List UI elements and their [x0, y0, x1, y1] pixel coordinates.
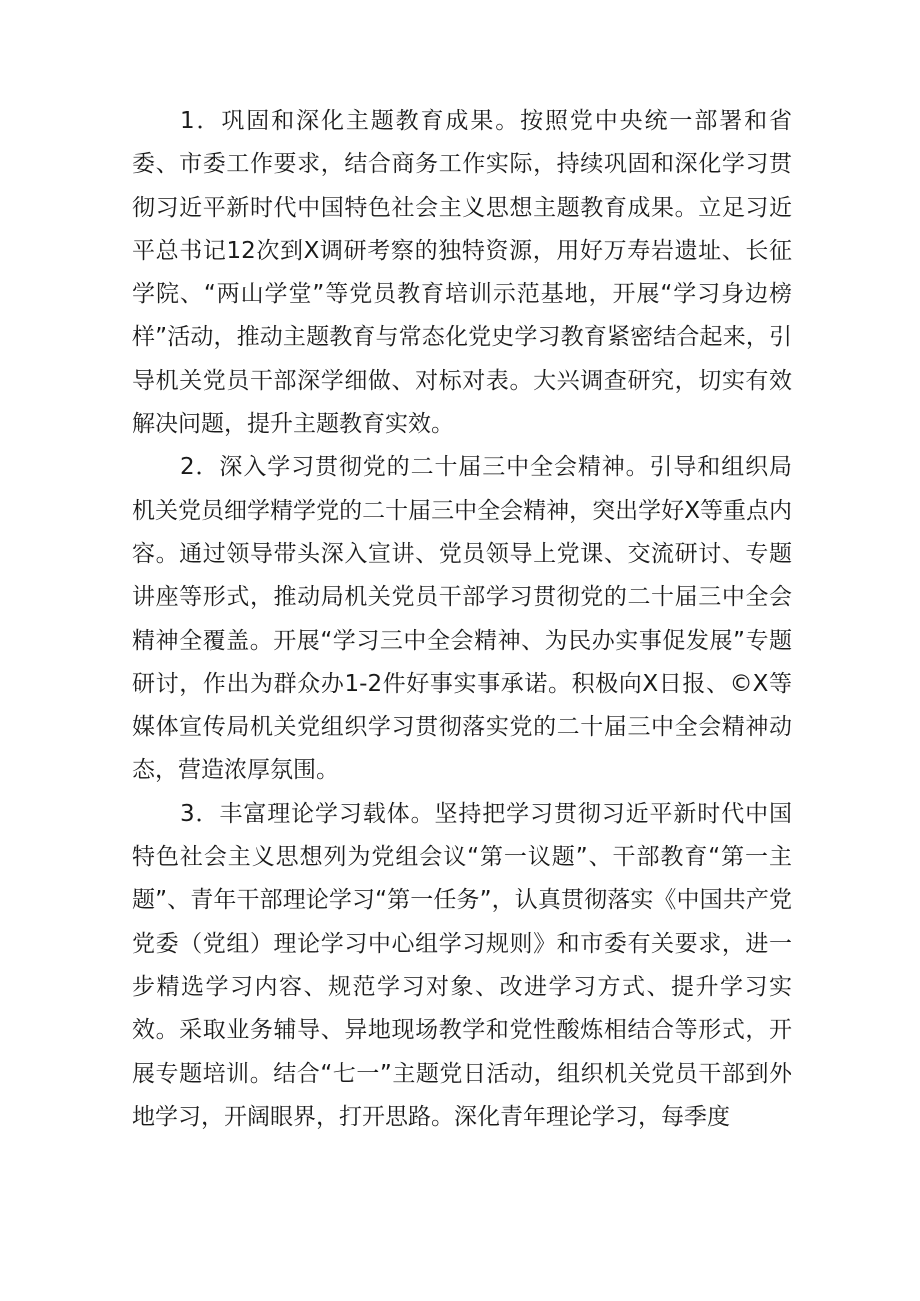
- paragraph-third-plenary-session: 2．深入学习贯彻党的二十届三中全会精神。引导和组织局机关党员细学精学党的二十届三中全会精神，突出学好X等重点内容。通过领导带头深入宣讲、党员领导上党课、交流研讨、专题讲座等形式，推动局机关党员干部学习贯彻党的二十届三中全会精神全覆盖。开展“学习三中全会精神、为民办实事促发展”专题研讨，作出为群众办1-2件好事实事承诺。积极向X日报、©X等媒体宣传局机关党组织学习贯彻落实党的二十届三中全会精神动态，营造浓厚氛围。: [132, 454, 792, 784]
- document-body: [132, 100, 792, 1139]
- paragraph-consolidate-theme-education: 1．巩固和深化主题教育成果。按照党中央统一部署和省委、市委工作要求，结合商务工作实际，持续巩固和深化学习贯彻习近平新时代中国特色社会主义思想主题教育成果。立足习近平总书记12次到X调研考察的独特资源，用好万寿岩遗址、长征学院、“两山学堂”等党员教育培训示范基地，开展“学习身边榜样”活动，推动主题教育与常态化党史学习教育紧密结合起来，引导机关党员干部深学细做、对标对表。大兴调查研究，切实有效解决问题，提升主题教育实效。: [132, 108, 792, 438]
- paragraph-theory-study-carriers: 3．丰富理论学习载体。坚持把学习贯彻习近平新时代中国特色社会主义思想列为党组会议“第一议题”、干部教育“第一主题”、青年干部理论学习“第一任务”，认真贯彻落实《中国共产党党委（党组）理论学习中心组学习规则》和市委有关要求，进一步精选学习内容、规范学习对象、改进学习方式、提升学习实效。采取业务辅导、异地现场教学和党性酸炼相结合等形式，开展专题培训。结合“七一”主题党日活动，组织机关党员干部到外地学习，开阔眼界，打开思路。深化青年理论学习，每季度: [132, 800, 792, 1130]
